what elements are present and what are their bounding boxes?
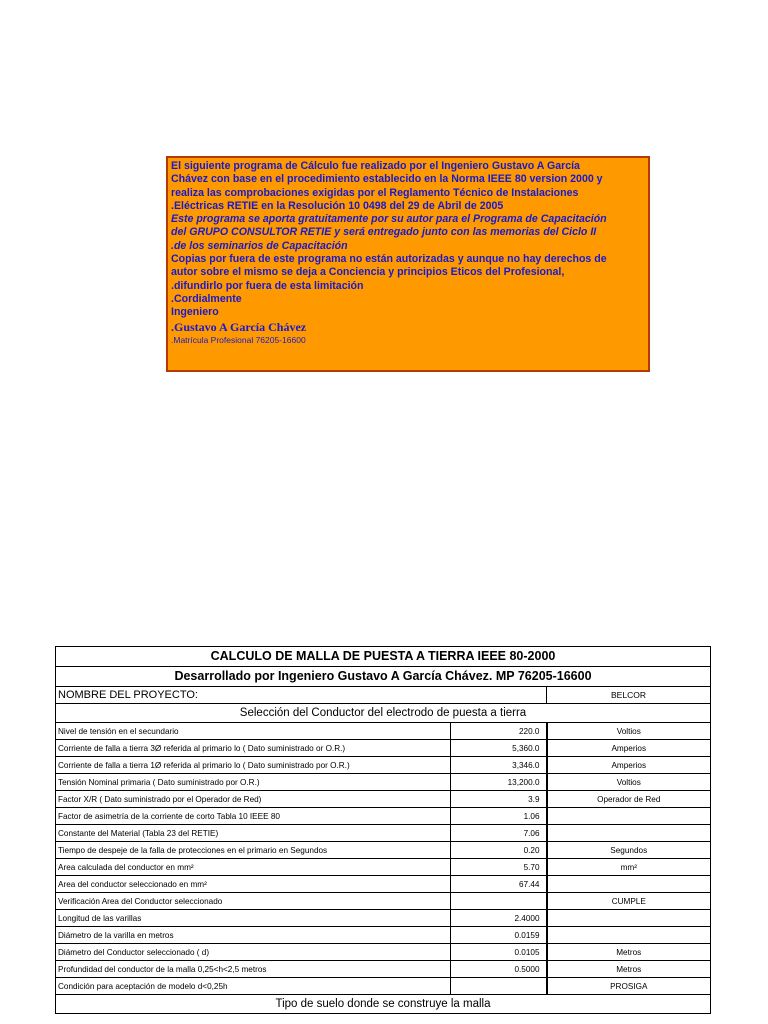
row-value[interactable]: 5.70 [451,859,547,876]
row-unit [547,808,711,825]
notice-line-6: del GRUPO CONSULTOR RETIE y será entregado junto con las memorias del Ciclo II [171,226,597,239]
section-conductor-selection: Selección del Conductor del electrodo de puesta a tierra [56,704,711,723]
table-row [56,774,711,791]
notice-line-10: .difundirlo por fuera de esta limitación [171,279,364,292]
table-row [56,825,711,842]
row-unit [547,910,711,927]
row-value[interactable]: 2.4000 [451,910,547,927]
table-row [56,893,711,910]
sheet-title: CALCULO DE MALLA DE PUESTA A TIERRA IEEE 80-2000 [56,647,711,667]
notice-registration: .Matrícula Profesional 76205-16600 [171,334,306,345]
table-row [56,876,711,893]
row-label: Diámetro de la varilla en metros [56,927,451,944]
notice-line-5: Este programa se aporta gratuitamente por su autor para el Programa de Capacitación [171,213,607,226]
table-row [56,978,711,995]
row-label: Verificación Area del Conductor seleccionado [56,893,451,910]
row-value[interactable]: 67.44 [451,876,547,893]
notice-author-name: .Gustavo A García Chávez [171,319,307,334]
row-unit: PROSIGA [547,978,711,995]
row-unit [547,927,711,944]
notice-line-7: .de los seminarios de Capacitación [171,239,348,252]
notice-line-2: Chávez con base en el procedimiento establecido en la Norma IEEE 80 version 2000 y [171,173,603,186]
table-row [56,757,711,774]
table-row [56,791,711,808]
row-value[interactable]: 7.06 [451,825,547,842]
row-label: Factor de asimetría de la corriente de corto Tabla 10 IEEE 80 [56,808,451,825]
notice-line-1: El siguiente programa de Cálculo fue realizado por el Ingeniero Gustavo A García [171,160,580,172]
row-value[interactable] [451,893,547,910]
row-value[interactable]: 3.9 [451,791,547,808]
table-row [56,723,711,740]
row-value[interactable]: 0.0105 [451,944,547,961]
row-unit: Segundos [547,842,711,859]
row-value[interactable]: 0.0159 [451,927,547,944]
notice-line-11: .Cordialmente [171,292,242,305]
table-row [56,808,711,825]
notice-line-8: Copias por fuera de este programa no están autorizadas y aunque no hay derechos de [171,253,607,266]
table-row [56,910,711,927]
row-unit: Amperios [547,740,711,757]
row-unit: mm² [547,859,711,876]
row-value[interactable]: 13,200.0 [451,774,547,791]
row-unit: Amperios [547,757,711,774]
row-value[interactable]: 3,346.0 [451,757,547,774]
row-value[interactable]: 0.20 [451,842,547,859]
project-name-label: NOMBRE DEL PROYECTO: [56,687,547,704]
row-value[interactable] [451,978,547,995]
row-label: Constante del Material (Tabla 23 del RETIE) [56,825,451,842]
row-unit: Operador de Red [547,791,711,808]
row-unit: Voltios [547,723,711,740]
section-soil-type: Tipo de suelo donde se construye la malla [56,995,711,1014]
sheet-subtitle: Desarrollado por Ingeniero Gustavo A García Chávez. MP 76205-16600 [56,667,711,687]
table-row [56,740,711,757]
row-value[interactable]: 5,360.0 [451,740,547,757]
row-label: Longitud de las varillas [56,910,451,927]
table-row [56,927,711,944]
table-row [56,859,711,876]
row-value[interactable]: 220.0 [451,723,547,740]
notice-line-4: .Eléctricas RETIE en la Resolución 10 0498 del 29 de Abril de 2005 [171,199,504,212]
row-unit [547,825,711,842]
row-unit: Metros [547,944,711,961]
author-notice-box [166,156,650,372]
table-row [56,842,711,859]
row-value[interactable]: 0.5000 [451,961,547,978]
project-name-value[interactable]: BELCOR [547,687,711,704]
row-label: Nivel de tensión en el secundario [56,723,451,740]
row-label: Condición para aceptación de modelo d<0,25h [56,978,451,995]
row-unit: Metros [547,961,711,978]
grounding-calculation-sheet [55,646,711,1014]
row-label: Diámetro del Conductor seleccionado ( d) [56,944,451,961]
row-label: Area del conductor seleccionado en mm² [56,876,451,893]
row-label: Factor X/R ( Dato suministrado por el Operador de Red) [56,791,451,808]
table-row [56,961,711,978]
row-label: Corriente de falla a tierra 1Ø referida al primario lo ( Dato suministrado por O.R.) [56,757,451,774]
notice-line-3: realiza las comprobaciones exigidas por el Reglamento Técnico de Instalaciones [171,186,579,199]
table-row [56,944,711,961]
row-label: Tensión Nominal primaria ( Dato suministrado por O.R.) [56,774,451,791]
row-label: Corriente de falla a tierra 3Ø referida al primario lo ( Dato suministrado or O.R.) [56,740,451,757]
row-value[interactable]: 1.06 [451,808,547,825]
notice-line-9: autor sobre el mismo se deja a Conciencia y principios Eticos del Profesional, [171,266,565,279]
row-label: Area calculada del conductor en mm² [56,859,451,876]
row-label: Tiempo de despeje de la falla de protecciones en el primario en Segundos [56,842,451,859]
notice-line-12: Ingeniero [171,306,219,319]
row-label: Profundidad del conductor de la malla 0,25<h<2,5 metros [56,961,451,978]
row-unit: Voltios [547,774,711,791]
row-unit: CUMPLE [547,893,711,910]
row-unit [547,876,711,893]
